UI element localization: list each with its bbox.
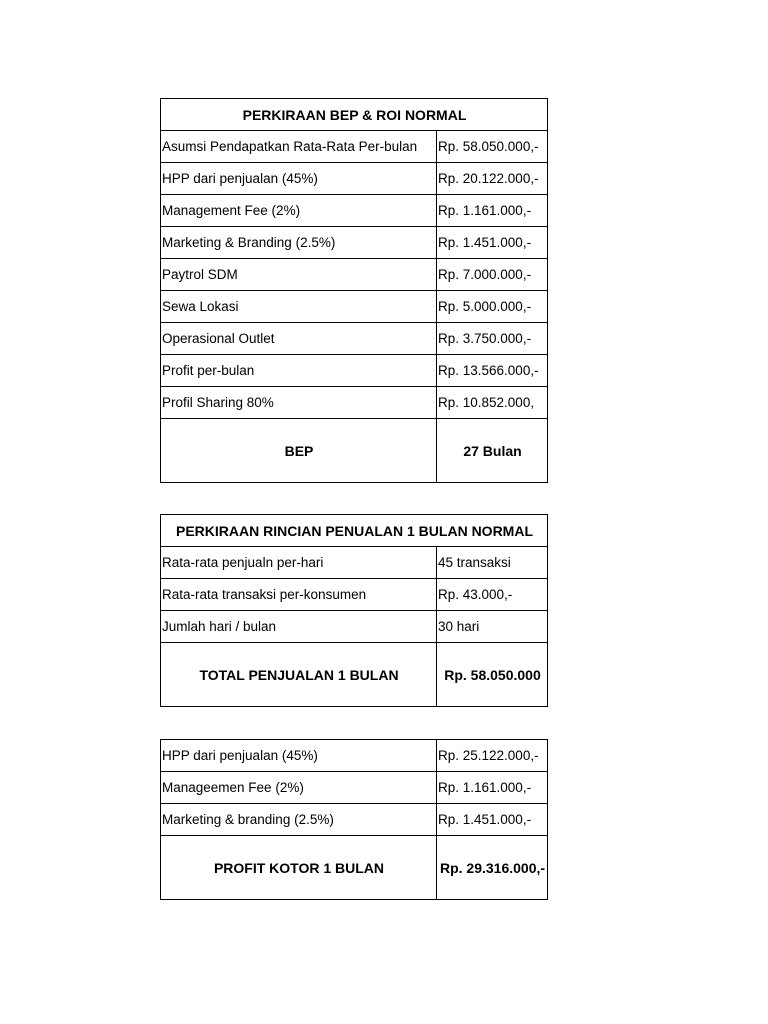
table-row <box>161 804 548 836</box>
row-value: Rp. 10.852.000, <box>437 387 548 419</box>
row-value: Rp. 7.000.000,- <box>437 259 548 291</box>
profit-total-row <box>161 836 548 900</box>
row-label: HPP dari penjualan (45%) <box>161 163 437 195</box>
table-row <box>161 131 548 163</box>
row-value: Rp. 25.122.000,- <box>437 740 548 772</box>
row-label: Asumsi Pendapatkan Rata-Rata Per-bulan <box>161 131 437 163</box>
row-label: Manageemen Fee (2%) <box>161 772 437 804</box>
row-label: Marketing & branding (2.5%) <box>161 804 437 836</box>
table-row <box>161 291 548 323</box>
row-label: Jumlah hari / bulan <box>161 611 437 643</box>
sales-total-row <box>161 643 548 707</box>
table-row <box>161 547 548 579</box>
row-value: Rp. 20.122.000,- <box>437 163 548 195</box>
sales-detail-table <box>160 514 548 707</box>
gross-profit-table <box>160 739 548 900</box>
sales-total-value: Rp. 58.050.000 <box>437 643 548 707</box>
table-row <box>161 163 548 195</box>
row-label: Marketing & Branding (2.5%) <box>161 227 437 259</box>
row-value: 45 transaksi <box>437 547 548 579</box>
row-value: Rp. 1.451.000,- <box>437 804 548 836</box>
table-title-row <box>161 99 548 131</box>
row-label: Profit per-bulan <box>161 355 437 387</box>
bep-total-row <box>161 419 548 483</box>
row-value: Rp. 1.451.000,- <box>437 227 548 259</box>
bep-roi-table <box>160 98 548 483</box>
row-label: HPP dari penjualan (45%) <box>161 740 437 772</box>
row-label: Operasional Outlet <box>161 323 437 355</box>
row-label: Profil Sharing 80% <box>161 387 437 419</box>
bep-table-title: PERKIRAAN BEP & ROI NORMAL <box>161 99 548 131</box>
table-title-row <box>161 515 548 547</box>
row-label: Management Fee (2%) <box>161 195 437 227</box>
profit-total-value: Rp. 29.316.000,- <box>437 836 548 900</box>
row-value: Rp. 3.750.000,- <box>437 323 548 355</box>
sales-total-label: TOTAL PENJUALAN 1 BULAN <box>161 643 437 707</box>
bep-label: BEP <box>161 419 437 483</box>
row-label: Rata-rata transaksi per-konsumen <box>161 579 437 611</box>
table-row <box>161 195 548 227</box>
table-row <box>161 611 548 643</box>
table-row <box>161 227 548 259</box>
row-label: Paytrol SDM <box>161 259 437 291</box>
row-value: Rp. 13.566.000,- <box>437 355 548 387</box>
row-value: Rp. 1.161.000,- <box>437 772 548 804</box>
bep-value: 27 Bulan <box>437 419 548 483</box>
sales-table-title: PERKIRAAN RINCIAN PENUALAN 1 BULAN NORMAL <box>161 515 548 547</box>
row-value: Rp. 43.000,- <box>437 579 548 611</box>
table-row <box>161 323 548 355</box>
table-row <box>161 772 548 804</box>
table-row <box>161 259 548 291</box>
table-row <box>161 387 548 419</box>
table-row <box>161 355 548 387</box>
profit-total-label: PROFIT KOTOR 1 BULAN <box>161 836 437 900</box>
row-value: Rp. 58.050.000,- <box>437 131 548 163</box>
row-label: Sewa Lokasi <box>161 291 437 323</box>
row-value: Rp. 1.161.000,- <box>437 195 548 227</box>
row-value: Rp. 5.000.000,- <box>437 291 548 323</box>
table-row <box>161 579 548 611</box>
row-label: Rata-rata penjualn per-hari <box>161 547 437 579</box>
row-value: 30 hari <box>437 611 548 643</box>
table-row <box>161 740 548 772</box>
